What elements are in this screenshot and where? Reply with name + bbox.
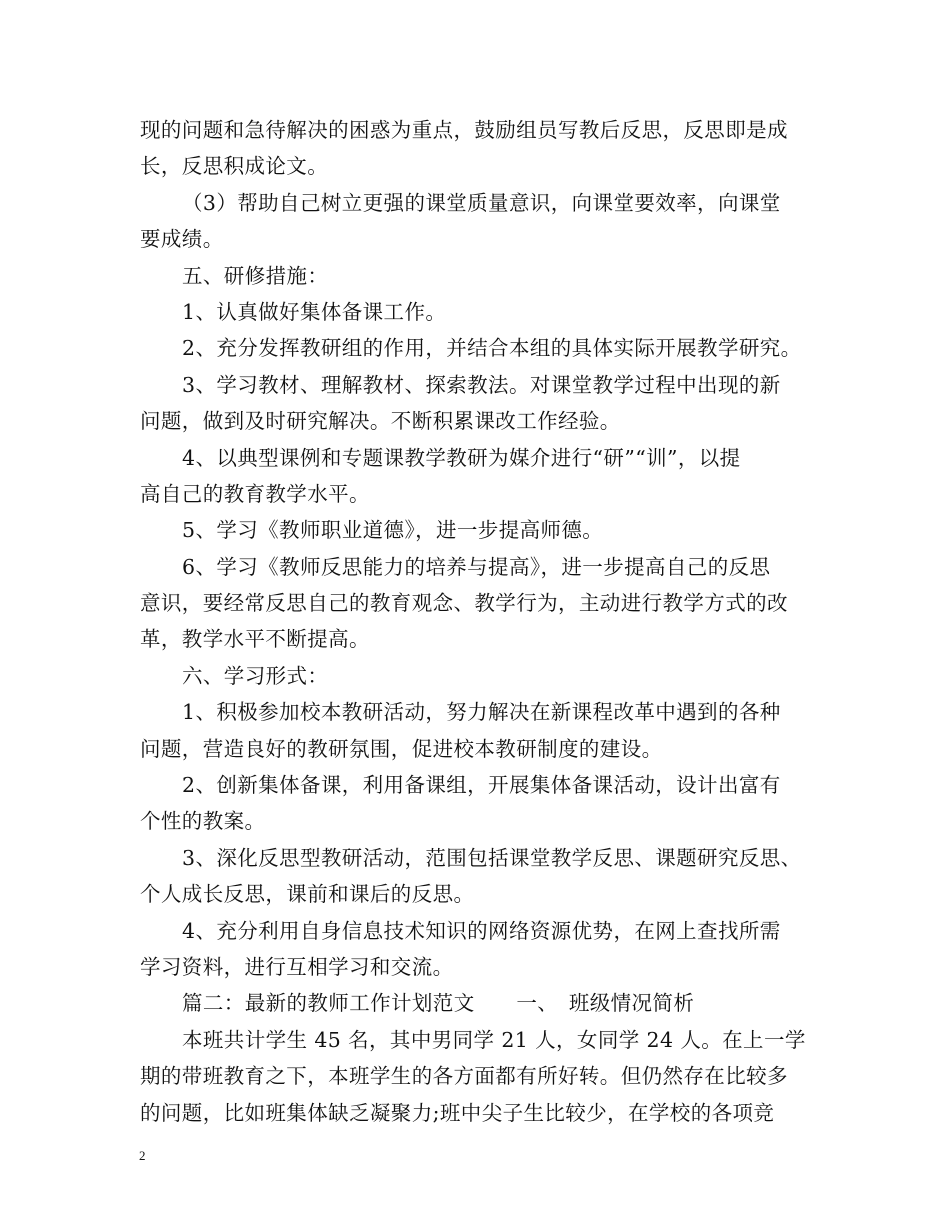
text-line: 本班共计学生 45 名，其中男同学 21 人，女同学 24 人。在上一学 [182, 1027, 806, 1052]
text-line: 1、积极参加校本教研活动，努力解决在新课程改革中遇到的各种 [182, 700, 781, 725]
text-line: 6、学习《教师反思能力的培养与提高》，进一步提高自己的反思 [182, 554, 771, 579]
text-line: 个性的教案。 [140, 809, 266, 834]
text-line: 3、深化反思型教研活动，范围包括课堂教学反思、课题研究反思、 [182, 845, 802, 870]
text-line: 高自己的教育教学水平。 [140, 481, 370, 506]
text-line: 3、学习教材、理解教材、探索教法。对课堂教学过程中出现的新 [182, 372, 781, 397]
text-line: 问题，做到及时研究解决。不断积累课改工作经验。 [140, 409, 621, 434]
text-line: 5、学习《教师职业道德》，进一步提高师德。 [182, 518, 604, 543]
text-line: 2、充分发挥教研组的作用，并结合本组的具体实际开展教学研究。 [182, 336, 802, 361]
text-line: （3）帮助自己树立更强的课堂质量意识，向课堂要效率，向课堂 [182, 190, 781, 215]
text-line: 的问题，比如班集体缺乏凝聚力;班中尖子生比较少，在学校的各项竞 [140, 1100, 775, 1125]
text-line: 1、认真做好集体备课工作。 [182, 299, 447, 324]
text-line: 六、学习形式： [182, 663, 329, 688]
text-line: 2、创新集体备课，利用备课组，开展集体备课活动，设计出富有 [182, 773, 781, 798]
text-line: 现的问题和急待解决的困惑为重点，鼓励组员写教后反思，反思即是成 [140, 118, 788, 142]
text-line: 4、充分利用自身信息技术知识的网络资源优势，在网上查找所需 [182, 918, 781, 943]
text-line: 要成绩。 [140, 227, 224, 252]
text-line: 问题，营造良好的教研氛围，促进校本教研制度的建设。 [140, 736, 663, 761]
text-line: 学习资料，进行互相学习和交流。 [140, 954, 454, 979]
text-line: 五、研修措施： [182, 263, 329, 288]
text-line: 意识，要经常反思自己的教育观念、教学行为，主动进行教学方式的改 [140, 591, 788, 616]
text-line: 4、以典型课例和专题课教学教研为媒介进行“研”“训”，以提 [182, 445, 741, 470]
text-line: 长，反思积成论文。 [140, 154, 329, 179]
text-line: 篇二：最新的教师工作计划范文 一、 班级情况简析 [182, 991, 695, 1016]
text-line: 革，教学水平不断提高。 [140, 627, 370, 652]
text-line: 期的带班教育之下，本班学生的各方面都有所好转。但仍然存在比较多 [140, 1064, 788, 1089]
document-body [140, 112, 820, 1131]
text-line: 个人成长反思，课前和课后的反思。 [140, 882, 475, 907]
page-number: 2 [139, 1148, 146, 1163]
